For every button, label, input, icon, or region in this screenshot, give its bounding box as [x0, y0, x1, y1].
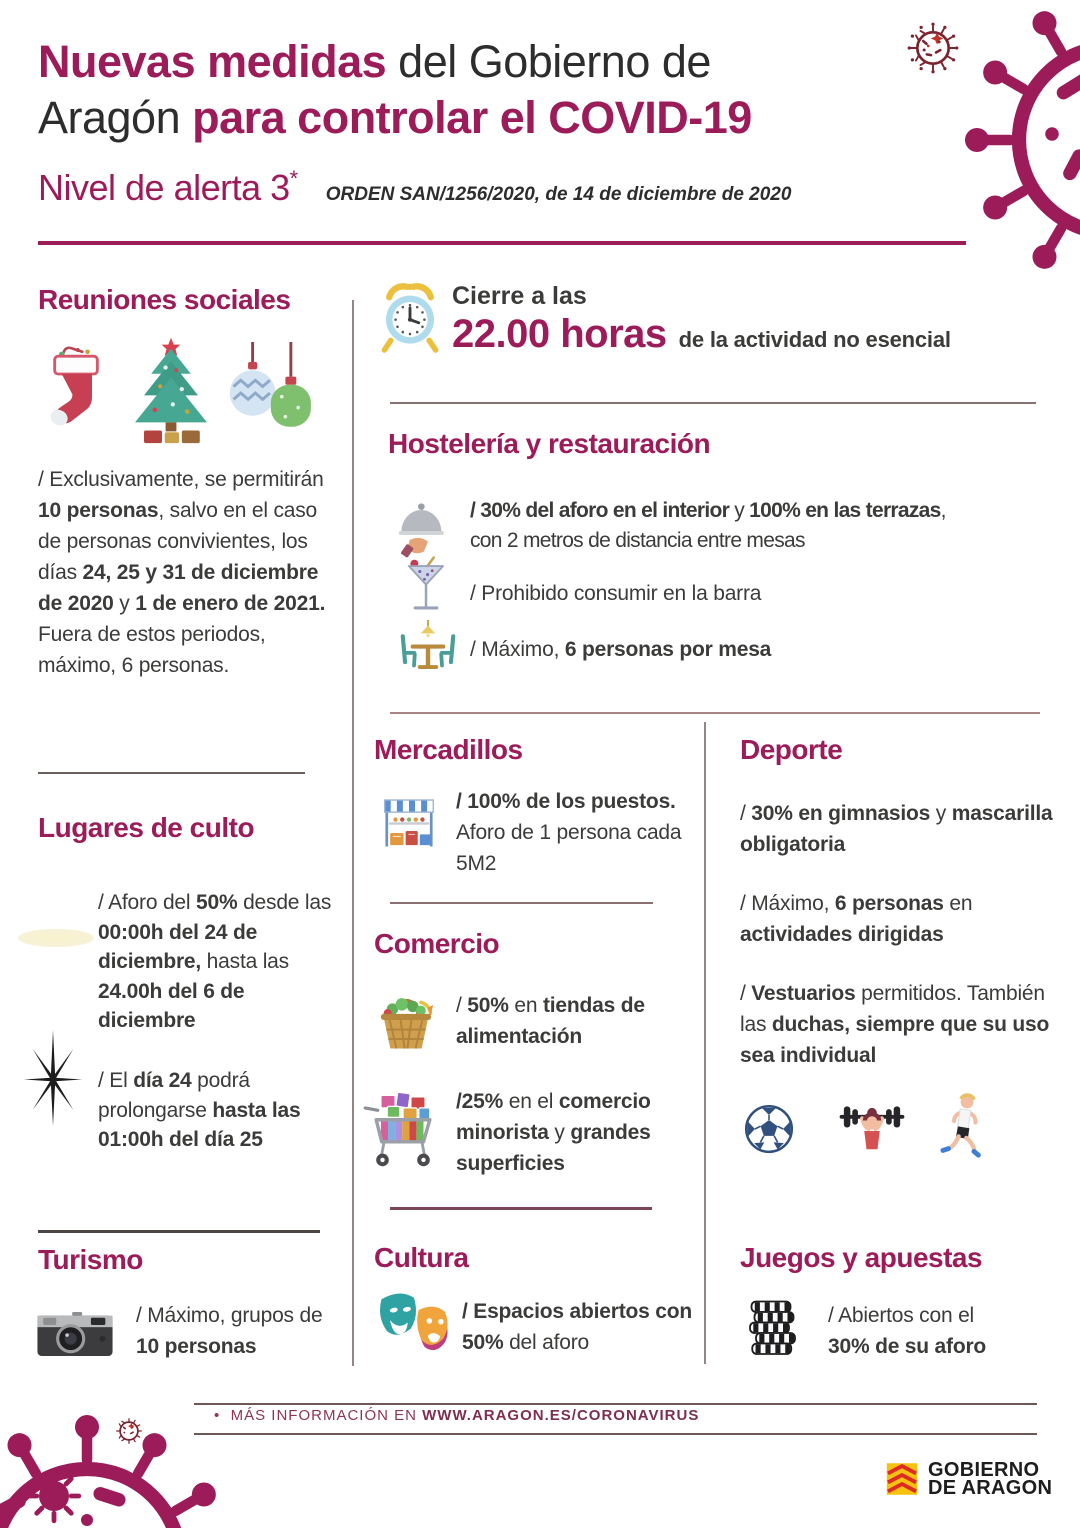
order-reference: ORDEN SAN/1256/2020, de 14 de diciembre de 2020 — [325, 184, 792, 205]
baubles-icon — [224, 342, 314, 444]
alert-level-row — [38, 166, 791, 209]
footer-info-text: MÁS INFORMACIÓN EN WWW.ARAGON.ES/CORONAVIRUS — [230, 1407, 700, 1424]
weightlifting-icon — [834, 1098, 910, 1164]
aragon-flag-icon — [884, 1461, 920, 1497]
lugares-bullet-2: / El día 24 podrá prolongarse hasta las 01:00h del día 25 — [98, 1069, 301, 1151]
divider — [390, 1207, 652, 1210]
alert-level: Nivel de alerta 3* — [38, 166, 298, 208]
christmas-stocking-icon — [44, 342, 108, 438]
serving-cloche-icon — [398, 498, 448, 562]
closure-line — [452, 312, 951, 357]
section-title-mercadillos: Mercadillos — [374, 734, 523, 765]
cocktail-icon — [404, 556, 448, 618]
comercio-bullet-1: / 50% en tiendas de alimentación — [456, 994, 645, 1048]
closure-tail: de la actividad no esencial — [678, 327, 951, 352]
cultura-bullet-1: / Espacios abiertos con 50% del aforo — [462, 1300, 692, 1354]
virus-icon — [962, 0, 1080, 290]
deporte-bullet-3: / Vestuarios permitidos. También las duchas, siempre que su uso sea individual — [740, 982, 1050, 1067]
section-title-juegos: Juegos y apuestas — [740, 1242, 983, 1273]
hosteleria-bullet-2: / Prohibido consumir en la barra — [470, 582, 762, 605]
virus-small-icon — [112, 1414, 146, 1448]
grocery-basket-icon — [376, 986, 436, 1054]
virus-small-icon — [903, 18, 963, 78]
section-title-turismo: Turismo — [38, 1244, 143, 1275]
closure-lead: Cierre a las — [452, 282, 587, 310]
section-title-comercio: Comercio — [374, 928, 500, 959]
hosteleria-bullet-3: / Máximo, 6 personas por mesa — [470, 638, 772, 661]
divider — [352, 300, 354, 1366]
divider — [194, 1433, 1037, 1435]
divider — [38, 1230, 320, 1233]
bullet-icon: • — [214, 1407, 221, 1424]
mercadillos-bullet-1: / 100% de los puestos. Aforo de 1 persona cada 5M2 — [456, 790, 682, 875]
section-title-lugares: Lugares de culto — [38, 812, 255, 843]
section-title-reuniones: Reuniones sociales — [38, 284, 291, 315]
deporte-bullet-2: / Máximo, 6 personas en actividades dirigidas — [740, 892, 973, 946]
running-icon — [938, 1092, 990, 1170]
section-title-cultura: Cultura — [374, 1242, 469, 1273]
section-title-hosteleria: Hostelería y restauración — [388, 428, 711, 459]
poker-chips-icon — [744, 1298, 798, 1362]
lugares-bullet-1: / Aforo del 50% desde las 00:00h del 24 de diciembre, hasta las 24.00h del 6 de diciembre — [98, 891, 332, 1032]
divider — [38, 772, 305, 774]
comercio-bullet-2: /25% en el comercio minorista y grandes superficies — [456, 1090, 651, 1175]
table-chairs-icon — [396, 620, 460, 680]
page-title — [38, 34, 752, 146]
theater-masks-icon — [376, 1290, 458, 1358]
divider — [38, 241, 966, 245]
camera-icon — [36, 1304, 114, 1359]
shopping-cart-icon — [362, 1090, 444, 1170]
reuniones-body: / Exclusivamente, se permitirán 10 personas, salvo en el caso de personas convivientes, los días 24, 25 y 31 de diciembre de 2020 y 1 de enero de 2021. Fuera de estos periodos, máximo, 6 personas. — [38, 468, 326, 677]
divider — [390, 402, 1036, 404]
footer-info — [214, 1407, 699, 1424]
bethlehem-star-icon — [24, 1028, 82, 1128]
candle-glow-icon — [16, 916, 96, 960]
page-title-line1: Nuevas medidas del Gobierno de — [38, 36, 711, 87]
logo-line1: GOBIERNO — [928, 1459, 1040, 1481]
section-title-deporte: Deporte — [740, 734, 843, 765]
page-title-line2: Aragón para controlar el COVID-19 — [38, 92, 752, 143]
alert-asterisk: * — [289, 166, 298, 191]
logo-line2: DE ARAGON — [928, 1477, 1053, 1499]
alarm-clock-icon — [378, 280, 442, 356]
deporte-bullet-1: / 30% en gimnasios y mascarilla obligatoria — [740, 802, 1053, 856]
divider — [390, 902, 653, 904]
christmas-tree-icon — [126, 336, 216, 444]
divider — [390, 712, 1040, 714]
juegos-bullet-1: / Abiertos con el 30% de su aforo — [828, 1304, 987, 1358]
hosteleria-bullet-1: / 30% del aforo en el interior y 100% en las terrazas, con 2 metros de distancia entre mesas — [470, 499, 946, 552]
soccer-ball-icon — [744, 1104, 794, 1154]
closure-time: 22.00 horas — [452, 312, 667, 356]
divider — [704, 722, 706, 1364]
market-stall-icon — [382, 798, 436, 860]
divider — [194, 1403, 1037, 1405]
gobierno-aragon-logo — [928, 1461, 1052, 1497]
turismo-bullet-1: / Máximo, grupos de 10 personas — [136, 1304, 323, 1358]
